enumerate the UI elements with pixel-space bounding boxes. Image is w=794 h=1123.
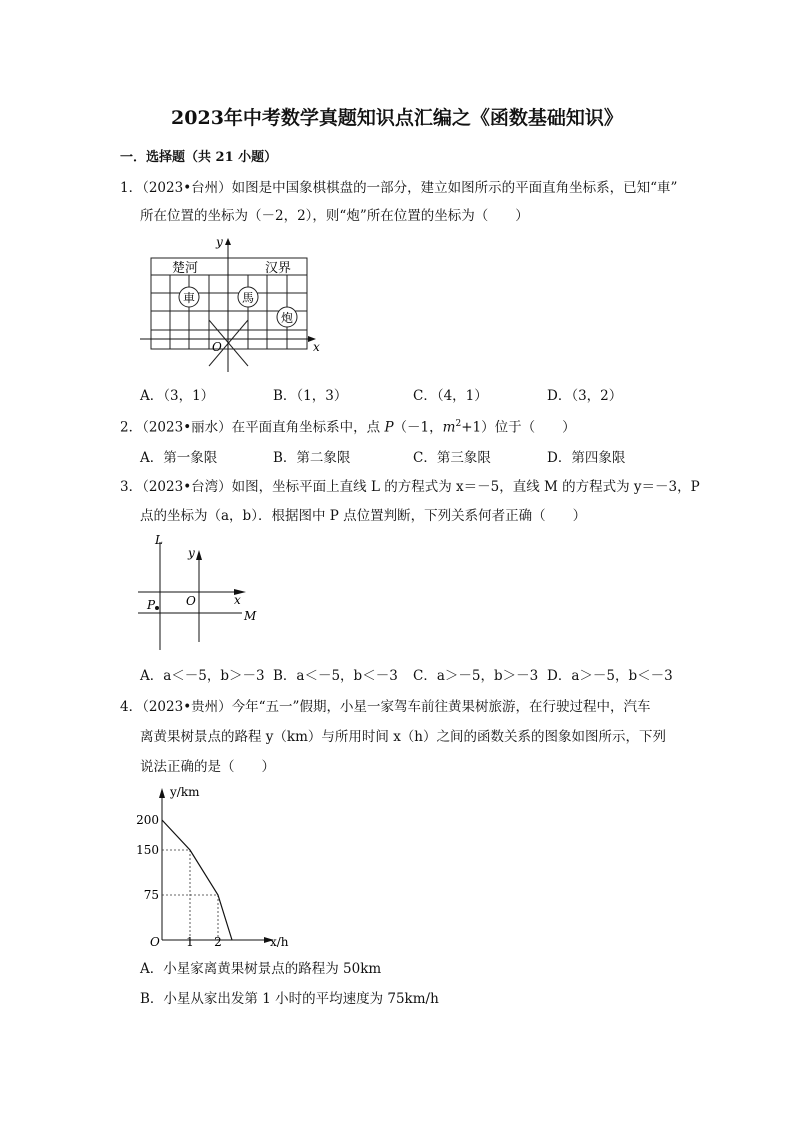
q4-y-tick-label: 150: [136, 843, 159, 857]
q1-x-axis-label: x: [313, 340, 320, 354]
q1-option-c: C．（4，1）: [413, 388, 488, 404]
ju-piece: [179, 287, 199, 307]
q4-line1: 4．（2023•贵州）今年“五一”假期，小星一家驾车前往黄果树旅游，在行驶过程中，汽车: [120, 699, 651, 715]
q3-option-b: B．a＜－5，b＜－3: [273, 668, 398, 684]
q3-line2: 点的坐标为（a，b）．根据图中 P 点位置判断，下列关系何者正确（ ）: [140, 508, 587, 524]
q4-x-tick-label: 2: [214, 935, 222, 949]
q3-point-p-label: P: [147, 598, 156, 612]
q3-line1: 3．（2023•台湾）如图，坐标平面上直线 L 的方程式为 x＝－5，直线 M 的方程式为 y＝－3，P: [120, 479, 700, 495]
q1-option-a: A．（3，1）: [140, 388, 215, 404]
page-title: 2023年中考数学真题知识点汇编之《函数基础知识》: [171, 107, 623, 129]
q4-option-b: B．小星从家出发第 1 小时的平均速度为 75km/h: [140, 991, 439, 1007]
q1-line1: 1．（2023•台州）如图是中国象棋棋盘的一部分，建立如图所示的平面直角坐标系，已知“車”: [120, 180, 678, 196]
q2-option-c: C．第三象限: [413, 450, 491, 466]
q2-option-b: B．第二象限: [273, 450, 351, 466]
q4-series-line: [162, 820, 232, 940]
q3-x-axis-label: x: [234, 593, 241, 607]
q4-y-tick-label: 75: [143, 888, 159, 902]
ma-piece: [238, 287, 258, 307]
q3-coordinate-figure: [130, 530, 270, 658]
q2-superscript: 2: [455, 419, 462, 429]
q3-option-a: A．a＜－5，b＞－3: [140, 668, 265, 684]
q2-var-m: m: [442, 419, 456, 436]
han-jie-label: 汉界: [265, 261, 292, 276]
q4-line2: 离黄果树景点的路程 y（km）与所用时间 x（h）之间的函数关系的图象如图所示，下列: [140, 729, 666, 745]
q1-chessboard-figure: [130, 232, 340, 380]
q4-y-axis-label: y/km: [170, 785, 200, 799]
q3-option-c: C．a＞－5，b＞－3: [413, 668, 539, 684]
q3-line-l-label: L: [155, 533, 163, 547]
q2-stem-post: +1）位于（ ）: [461, 419, 576, 436]
section-heading: 一．选择题（共 21 小题）: [120, 150, 278, 165]
q2-stem-pre: 2．（2023•丽水）在平面直角坐标系中，点: [120, 419, 385, 436]
q2-point-p: P: [384, 419, 394, 436]
q2-option-d: D．第四象限: [547, 450, 626, 466]
q4-option-a: A．小星家离黄果树景点的路程为 50km: [140, 961, 382, 977]
q1-option-d: D．（3，2）: [547, 388, 623, 404]
chu-he-label: 楚河: [172, 261, 199, 276]
q4-line3: 说法正确的是（ ）: [140, 759, 275, 775]
q4-y-tick-label: 200: [136, 813, 159, 827]
q4-origin-label: O: [150, 935, 160, 949]
q1-origin-label: O: [212, 340, 222, 354]
q4-x-axis-label: x/h: [270, 935, 289, 949]
q4-x-tick-label: 1: [186, 935, 194, 949]
q1-y-axis-label: y: [216, 235, 223, 249]
ma-piece-label: 馬: [241, 291, 255, 305]
q1-option-b: B．（1，3）: [273, 388, 348, 404]
pao-piece-label: 炮: [280, 311, 294, 325]
q1-line2: 所在位置的坐标为（－2，2），则“炮”所在位置的坐标为（ ）: [140, 208, 529, 224]
q4-line-chart: [130, 780, 310, 955]
q2-stem-mid: （－1，: [393, 419, 443, 436]
q3-y-axis-label: y: [188, 546, 195, 560]
q3-line-m-label: M: [244, 609, 257, 623]
pao-piece: [277, 307, 297, 327]
q3-origin-label: O: [186, 594, 196, 608]
q2-option-a: A．第一象限: [140, 450, 218, 466]
q3-option-d: D．a＞－5，b＜－3: [547, 668, 673, 684]
ju-piece-label: 車: [182, 291, 196, 305]
q2-stem: [120, 414, 576, 438]
q3-point-p: [155, 606, 159, 610]
